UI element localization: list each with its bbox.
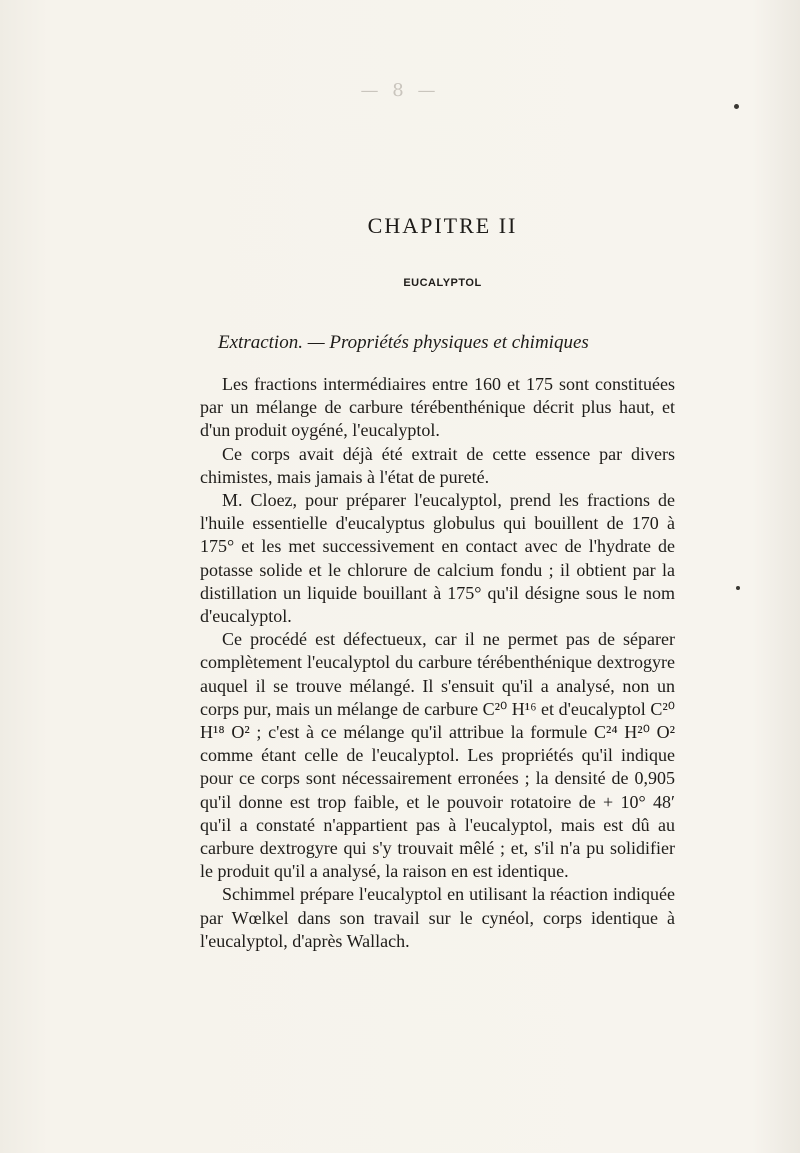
paragraph-4: Ce procédé est défectueux, car il ne permet pas de séparer complètement l'eucalyptol du carbure térébenthénique dextrogyre auquel il se trouve mélangé. Il s'ensuit qu'il a analysé, non un corps pur, mais un mélange de carbure C²⁰ H¹⁶ et d'eucalyptol C²⁰ H¹⁸ O² ; c'est à ce mélange qu'il attribue la formule C²⁴ H²⁰ O² comme étant celle de l'eucalyptol. Les propriétés qu'il indique pour ce corps sont nécessairement erronées ; la densité de 0,905 qu'il donne est trop faible, et le pouvoir rotatoire de + 10° 48′ qu'il a constaté n'appartient pas à l'eucalyptol, mais est dû au carbure dextrogyre qui s'y trouvait mêlé ; et, s'il n'a pu solidifier le produit qu'il a analysé, la raison en est identique. <box>200 629 675 882</box>
page-number: — 8 — <box>360 80 440 101</box>
paragraph-5: Schimmel prépare l'eucalyptol en utilisant la réaction indiquée par Wœlkel dans son travail sur le cynéol, corps identique à l'eucalyptol, d'après Wallach. <box>200 884 675 951</box>
ink-speck <box>734 104 739 109</box>
paragraph-1: Les fractions intermédiaires entre 160 et 175 sont constituées par un mélange de carbure térébenthénique décrit plus haut, et d'un produit oygéné, l'eucalyptol. <box>200 374 675 441</box>
paragraph-3: M. Cloez, pour préparer l'eucalyptol, prend les fractions de l'huile essentielle d'eucalyptus globulus qui bouillent de 170 à 175° et les met successivement en contact avec de l'hydrate de potasse solide et le chlorure de calcium fondu ; il obtient par la distillation un liquide bouillant à 175° qu'il désigne sous le nom d'eucalyptol. <box>200 490 675 627</box>
section-heading: Extraction. — Propriétés physiques et chimiques <box>218 332 589 353</box>
paragraph-2: Ce corps avait déjà été extrait de cette essence par divers chimistes, mais jamais à l'état de pureté. <box>200 443 675 487</box>
body-text <box>200 373 675 953</box>
chapter-subtitle: EUCALYPTOL <box>403 277 482 289</box>
chapter-title: CHAPITRE II <box>367 213 518 238</box>
show-through-text <box>205 112 210 133</box>
ink-speck <box>736 586 740 590</box>
